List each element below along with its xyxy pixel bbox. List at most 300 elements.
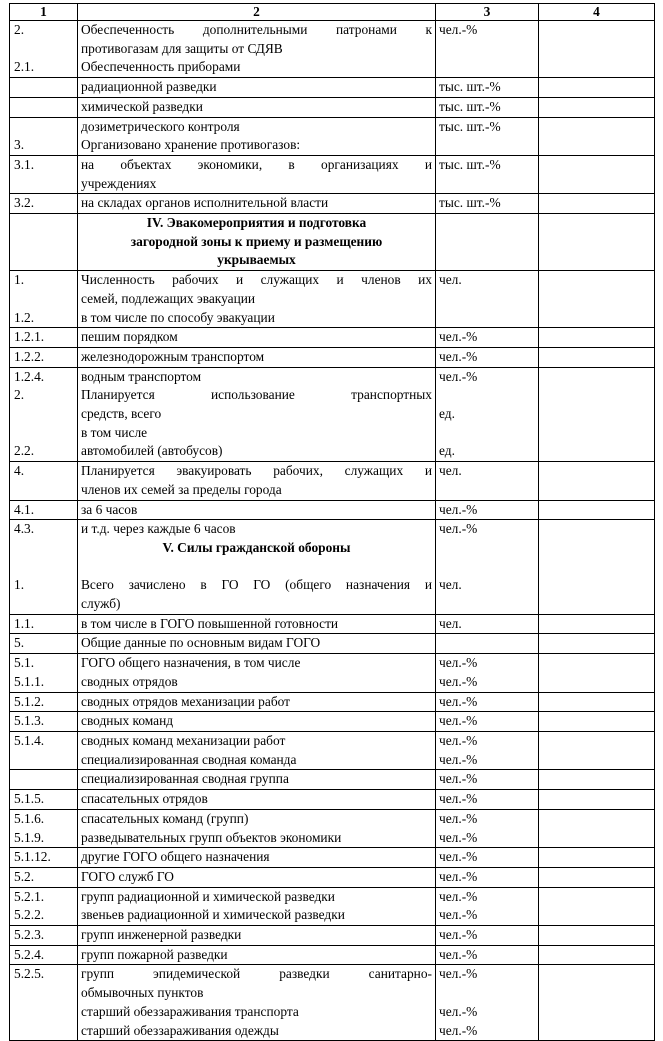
indicator-text: Всего зачислено в ГО ГО (общего назначения и: [81, 577, 432, 593]
indicator-text: старший обеззараживания транспорта: [81, 1003, 299, 1019]
item-number: 1.: [14, 272, 25, 288]
unit-cell: [436, 867, 539, 887]
number-cell: [10, 770, 78, 790]
value-cell: [539, 194, 655, 214]
indicator-text: средств, всего: [81, 406, 162, 422]
item-number: 5.1.6.: [14, 810, 45, 826]
indicator-text: в том числе по способу эвакуации: [81, 309, 275, 325]
indicator-text: Планируется использование транспортных: [81, 387, 432, 403]
number-cell: [10, 500, 78, 520]
table-row: [10, 848, 655, 868]
table-row: [10, 654, 655, 692]
value-cell: [539, 500, 655, 520]
table-row: [10, 692, 655, 712]
indicator-text: групп эпидемической разведки санитарно-: [81, 966, 432, 982]
unit-cell: [436, 347, 539, 367]
column-header: 4: [539, 4, 655, 21]
indicator-cell: [78, 887, 436, 925]
item-number: 5.1.: [14, 655, 35, 671]
item-number: 2.1.: [14, 59, 35, 75]
item-number: [14, 558, 74, 577]
indicator-text: Обеспеченность дополнительными патронами к: [81, 22, 432, 37]
item-number: [14, 481, 74, 500]
unit-text: чел.-%: [439, 888, 478, 904]
unit-cell: [436, 965, 539, 1041]
unit-cell: [436, 194, 539, 214]
indicator-cell: [78, 926, 436, 946]
unit-text: чел.-%: [439, 713, 478, 729]
unit-text: тыс. шт.-%: [439, 98, 501, 114]
unit-text: чел.-%: [439, 868, 478, 884]
item-number: [14, 78, 74, 97]
unit-cell: [436, 462, 539, 500]
indicator-cell: [78, 347, 436, 367]
item-number: [14, 770, 74, 789]
item-number: 1.2.1.: [14, 329, 45, 345]
indicator-text: и т.д. через каждые 6 часов: [81, 521, 236, 537]
indicator-text: Организовано хранение противогазов:: [81, 137, 301, 153]
indicator-cell: [78, 809, 436, 847]
unit-text: чел.: [439, 577, 462, 593]
item-number: [14, 751, 74, 770]
value-cell: [539, 328, 655, 348]
unit-cell: [436, 926, 539, 946]
unit-text: [439, 595, 535, 614]
indicator-text: специализированная сводная группа: [81, 771, 289, 787]
value-cell: [539, 945, 655, 965]
table-row: [10, 367, 655, 462]
section-title-line: IV. Эвакомероприятия и подготовка: [146, 215, 367, 231]
value-cell: [539, 462, 655, 500]
unit-text: чел.-%: [439, 1003, 478, 1019]
unit-text: [439, 136, 535, 155]
unit-cell: [436, 945, 539, 965]
number-cell: [10, 117, 78, 155]
indicator-text: старший обеззараживания одежды: [81, 1022, 279, 1038]
indicator-text: в том числе в ГОГО повышенной готовности: [81, 615, 339, 631]
unit-cell: [436, 328, 539, 348]
value-cell: [539, 21, 655, 78]
section-title-line: V. Силы гражданской обороны: [162, 539, 351, 555]
indicator-text: на складах органов исполнительной власти: [81, 195, 329, 211]
item-number: 5.1.5.: [14, 791, 45, 807]
indicator-text: железнодорожным транспортом: [81, 348, 265, 364]
indicator-cell: [78, 500, 436, 520]
indicator-text: обмывочных пунктов: [81, 985, 204, 1001]
number-cell: [10, 520, 78, 615]
unit-text: тыс. шт.-%: [439, 118, 501, 134]
table-row: [10, 712, 655, 732]
table-row: [10, 634, 655, 654]
indicator-text: за 6 часов: [81, 501, 138, 517]
number-cell: [10, 848, 78, 868]
unit-text: [439, 309, 535, 328]
table-body: [10, 21, 655, 1041]
indicator-text: семей, подлежащих эвакуации: [81, 290, 256, 306]
indicator-text: [81, 558, 432, 577]
table-row: [10, 614, 655, 634]
value-cell: [539, 809, 655, 847]
unit-text: [439, 58, 535, 77]
indicator-cell: [78, 732, 436, 770]
value-cell: [539, 117, 655, 155]
indicator-text: групп инженерной разведки: [81, 927, 242, 943]
number-cell: [10, 155, 78, 193]
data-table: [9, 3, 655, 1041]
unit-text: чел.-%: [439, 501, 478, 517]
table-row: [10, 809, 655, 847]
number-cell: [10, 692, 78, 712]
item-number: 5.1.3.: [14, 713, 45, 729]
unit-text: [439, 558, 535, 577]
item-number: 5.1.12.: [14, 849, 51, 865]
unit-text: [439, 539, 535, 558]
unit-text: чел.: [439, 272, 462, 288]
unit-text: чел.-%: [439, 733, 478, 748]
indicator-text: сводных команд: [81, 713, 174, 729]
indicator-cell: [78, 367, 436, 462]
unit-text: чел.-%: [439, 693, 478, 709]
item-number: 4.3.: [14, 521, 35, 537]
item-number: [14, 1022, 74, 1041]
value-cell: [539, 712, 655, 732]
unit-text: чел.-%: [439, 348, 478, 364]
indicator-cell: [78, 78, 436, 98]
table-row: [10, 155, 655, 193]
indicator-text: автомобилей (автобусов): [81, 443, 223, 459]
indicator-text: Планируется эвакуировать рабочих, служащих и: [81, 463, 432, 479]
unit-text: тыс. шт.-%: [439, 156, 501, 172]
number-cell: [10, 790, 78, 810]
indicator-text: членов их семей за пределы города: [81, 481, 282, 497]
indicator-cell: [78, 692, 436, 712]
item-number: 4.: [14, 463, 25, 479]
unit-text: ед.: [439, 443, 455, 459]
table-row: [10, 965, 655, 1041]
table-row: [10, 21, 655, 78]
value-cell: [539, 965, 655, 1041]
value-cell: [539, 367, 655, 462]
indicator-text: разведывательных групп объектов экономики: [81, 829, 342, 845]
indicator-text: ГОГО служб ГО: [81, 868, 174, 884]
item-number: 5.2.: [14, 868, 35, 884]
item-number: 1.: [14, 577, 25, 593]
indicator-text: радиационной разведки: [81, 79, 217, 95]
item-number: 4.1.: [14, 501, 35, 517]
indicator-text: спасательных отрядов: [81, 791, 208, 807]
number-cell: [10, 78, 78, 98]
item-number: [14, 118, 74, 137]
value-cell: [539, 271, 655, 328]
item-number: 3.2.: [14, 195, 35, 211]
unit-cell: [436, 654, 539, 692]
number-cell: [10, 926, 78, 946]
unit-text: чел.-%: [439, 849, 478, 865]
indicator-text: спасательных команд (групп): [81, 810, 249, 826]
unit-cell: [436, 614, 539, 634]
unit-text: чел.-%: [439, 946, 478, 962]
number-cell: [10, 367, 78, 462]
value-cell: [539, 347, 655, 367]
unit-cell: [436, 770, 539, 790]
value-cell: [539, 654, 655, 692]
unit-text: чел.-%: [439, 966, 478, 982]
unit-cell: [436, 692, 539, 712]
number-cell: [10, 887, 78, 925]
item-number: [14, 1003, 74, 1022]
table-row: [10, 328, 655, 348]
unit-cell: [436, 21, 539, 78]
indicator-text: химической разведки: [81, 98, 203, 114]
unit-text: чел.-%: [439, 907, 478, 923]
item-number: [14, 595, 74, 614]
value-cell: [539, 97, 655, 117]
indicator-cell: [78, 634, 436, 654]
column-header: 2: [78, 4, 436, 21]
indicator-cell: [78, 194, 436, 214]
section-title-line: укрываемых: [217, 252, 296, 268]
number-cell: [10, 654, 78, 692]
unit-text: чел.-%: [439, 810, 478, 826]
table-row: [10, 520, 655, 615]
value-cell: [539, 78, 655, 98]
indicator-cell: [78, 965, 436, 1041]
item-number: [14, 539, 74, 558]
indicator-cell: [78, 848, 436, 868]
unit-text: чел.-%: [439, 368, 478, 384]
value-cell: [539, 155, 655, 193]
unit-cell: [436, 809, 539, 847]
unit-text: [439, 290, 535, 309]
item-number: [14, 290, 74, 309]
table-row: [10, 194, 655, 214]
unit-text: чел.: [439, 615, 462, 631]
value-cell: [539, 926, 655, 946]
item-number: 1.2.: [14, 309, 35, 325]
item-number: 5.2.1.: [14, 888, 45, 904]
indicator-cell: [78, 867, 436, 887]
table-row: [10, 887, 655, 925]
header-row: [10, 4, 655, 21]
indicator-text: Общие данные по основным видам ГОГО: [81, 635, 321, 651]
table-row: [10, 271, 655, 328]
unit-text: чел.: [439, 463, 462, 479]
unit-text: чел.-%: [439, 329, 478, 345]
unit-text: [439, 386, 535, 405]
indicator-text: в том числе: [81, 424, 148, 440]
value-cell: [539, 848, 655, 868]
unit-text: [439, 175, 535, 194]
indicator-cell: [78, 712, 436, 732]
unit-cell: [436, 78, 539, 98]
unit-cell: [436, 520, 539, 615]
unit-text: тыс. шт.-%: [439, 79, 501, 95]
item-number: 2.: [14, 387, 25, 403]
unit-cell: [436, 155, 539, 193]
unit-text: тыс. шт.-%: [439, 195, 501, 211]
value-cell: [539, 520, 655, 615]
number-cell: [10, 867, 78, 887]
unit-cell: [436, 214, 539, 271]
value-cell: [539, 867, 655, 887]
indicator-text: Обеспеченность приборами: [81, 59, 241, 75]
unit-cell: [436, 732, 539, 770]
item-number: [14, 984, 74, 1003]
unit-text: [439, 984, 535, 1003]
unit-text: [439, 634, 535, 653]
indicator-text: водным транспортом: [81, 368, 202, 384]
item-number: [14, 424, 74, 443]
value-cell: [539, 634, 655, 654]
indicator-text: специализированная сводная команда: [81, 751, 297, 767]
indicator-cell: [78, 21, 436, 78]
item-number: 3.: [14, 137, 25, 153]
table-row: [10, 732, 655, 770]
item-number: [14, 40, 74, 59]
value-cell: [539, 692, 655, 712]
indicator-cell: [78, 117, 436, 155]
number-cell: [10, 712, 78, 732]
value-cell: [539, 790, 655, 810]
section-title-line: загородной зоны к приему и размещению: [130, 233, 383, 249]
unit-cell: [436, 848, 539, 868]
unit-text: чел.-%: [439, 751, 478, 767]
item-number: [14, 98, 74, 117]
number-cell: [10, 462, 78, 500]
number-cell: [10, 614, 78, 634]
indicator-text: дозиметрического контроля: [81, 118, 240, 134]
table-row: [10, 500, 655, 520]
unit-cell: [436, 790, 539, 810]
indicator-cell: [78, 155, 436, 193]
table-row: [10, 462, 655, 500]
unit-text: ед.: [439, 406, 455, 422]
indicator-cell: [78, 520, 436, 615]
indicator-cell: [78, 97, 436, 117]
indicator-text: сводных команд механизации работ: [81, 733, 286, 748]
item-number: [14, 175, 74, 194]
unit-cell: [436, 712, 539, 732]
indicator-text: сводных отрядов механизации работ: [81, 693, 291, 709]
item-number: 2.2.: [14, 443, 35, 459]
column-header: 1: [10, 4, 78, 21]
indicator-cell: [78, 654, 436, 692]
unit-cell: [436, 887, 539, 925]
value-cell: [539, 732, 655, 770]
unit-cell: [436, 117, 539, 155]
number-cell: [10, 328, 78, 348]
item-number: 5.2.3.: [14, 927, 45, 943]
unit-cell: [436, 634, 539, 654]
unit-text: чел.-%: [439, 1022, 478, 1038]
number-cell: [10, 214, 78, 271]
unit-text: чел.-%: [439, 655, 478, 671]
section-row: [10, 214, 655, 271]
item-number: [14, 405, 74, 424]
number-cell: [10, 194, 78, 214]
table-row: [10, 97, 655, 117]
indicator-cell: [78, 614, 436, 634]
unit-text: чел.-%: [439, 673, 478, 689]
indicator-text: Численность рабочих и служащих и членов их: [81, 272, 432, 288]
item-number: 5.: [14, 635, 25, 651]
item-number: 5.2.2.: [14, 907, 45, 923]
item-number: 1.2.4.: [14, 368, 45, 384]
unit-text: чел.-%: [439, 791, 478, 807]
item-number: 5.1.1.: [14, 673, 45, 689]
item-number: 1.2.2.: [14, 348, 45, 364]
table-row: [10, 790, 655, 810]
indicator-cell: [78, 328, 436, 348]
indicator-text: ГОГО общего назначения, в том числе: [81, 655, 301, 671]
item-number: 5.2.4.: [14, 946, 45, 962]
indicator-cell: [78, 790, 436, 810]
unit-text: чел.-%: [439, 927, 478, 943]
unit-cell: [436, 97, 539, 117]
item-number: 2.: [14, 22, 25, 37]
item-number: 5.2.5.: [14, 966, 45, 982]
number-cell: [10, 634, 78, 654]
indicator-text: учреждениях: [81, 175, 157, 191]
table-row: [10, 945, 655, 965]
unit-cell: [436, 271, 539, 328]
indicator-cell: [78, 271, 436, 328]
unit-text: [439, 481, 535, 500]
indicator-cell: [78, 945, 436, 965]
indicator-text: другие ГОГО общего назначения: [81, 849, 270, 865]
column-header: 3: [436, 4, 539, 21]
number-cell: [10, 809, 78, 847]
indicator-cell: [78, 462, 436, 500]
section-title: [78, 214, 436, 271]
value-cell: [539, 614, 655, 634]
unit-cell: [436, 367, 539, 462]
indicator-text: групп пожарной разведки: [81, 946, 228, 962]
indicator-text: пешим порядком: [81, 329, 178, 345]
unit-text: [439, 40, 535, 59]
table-row: [10, 770, 655, 790]
indicator-text: сводных отрядов: [81, 673, 178, 689]
indicator-text: служб): [81, 596, 121, 612]
unit-text: чел.-%: [439, 829, 478, 845]
value-cell: [539, 770, 655, 790]
number-cell: [10, 21, 78, 78]
unit-text: чел.-%: [439, 771, 478, 787]
item-number: 1.1.: [14, 615, 35, 631]
unit-text: чел.-%: [439, 22, 478, 37]
value-cell: [539, 214, 655, 271]
number-cell: [10, 97, 78, 117]
table-row: [10, 78, 655, 98]
number-cell: [10, 347, 78, 367]
indicator-text: противогазам для защиты от СДЯВ: [81, 40, 283, 56]
indicator-text: на объектах экономики, в организациях и: [81, 156, 432, 172]
indicator-cell: [78, 770, 436, 790]
item-number: 3.1.: [14, 156, 35, 172]
number-cell: [10, 732, 78, 770]
indicator-text: групп радиационной и химической разведки: [81, 888, 335, 904]
item-number: 5.1.2.: [14, 693, 45, 709]
item-number: 5.1.9.: [14, 829, 45, 845]
unit-text: [439, 424, 535, 443]
document-page: [9, 3, 654, 1041]
unit-text: чел.-%: [439, 521, 478, 537]
table-row: [10, 117, 655, 155]
table-row: [10, 926, 655, 946]
table-row: [10, 347, 655, 367]
number-cell: [10, 965, 78, 1041]
item-number: 5.1.4.: [14, 733, 45, 748]
